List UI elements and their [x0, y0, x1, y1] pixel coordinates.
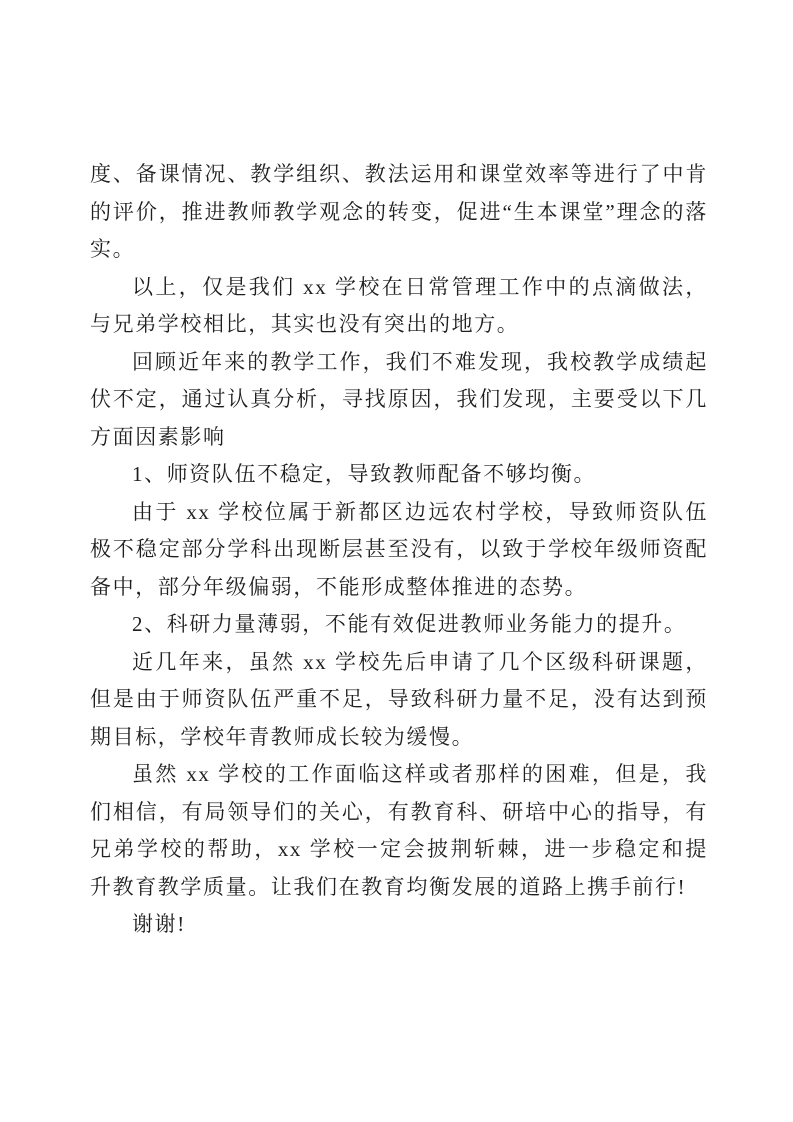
- document-body: [90, 156, 708, 944]
- paragraph-closing: 谢谢!: [132, 912, 186, 936]
- paragraph-list-item-1: 1、师资队伍不稳定，导致教师配备不够均衡。: [132, 462, 597, 486]
- paragraph: 近几年来，虽然 xx 学校先后申请了几个区级科研课题，但是由于师资队伍严重不足，导致科研力量不足，没有达到预期目标，学校年青教师成长较为缓慢。: [90, 649, 708, 749]
- paragraph: 回顾近年来的教学工作，我们不难发现，我校教学成绩起伏不定，通过认真分析，寻找原因，我们发现，主要受以下几方面因素影响: [90, 349, 708, 449]
- paragraph: 以上，仅是我们 xx 学校在日常管理工作中的点滴做法，与兄弟学校相比，其实也没有突出的地方。: [90, 274, 708, 336]
- paragraph-list-item-2: 2、科研力量薄弱，不能有效促进教师业务能力的提升。: [132, 612, 687, 636]
- paragraph: 由于 xx 学校位属于新都区边远农村学校，导致师资队伍极不稳定部分学科出现断层甚至没有，以致于学校年级师资配备中，部分年级偏弱，不能形成整体推进的态势。: [90, 499, 708, 599]
- paragraph-continuation: 度、备课情况、教学组织、教法运用和课堂效率等进行了中肯的评价，推进教师教学观念的转变，促进“生本课堂”理念的落实。: [90, 162, 708, 261]
- paragraph: 虽然 xx 学校的工作面临这样或者那样的困难，但是，我们相信，有局领导们的关心，有教育科、研培中心的指导，有兄弟学校的帮助，xx 学校一定会披荆斩棘，进一步稳定和提升教育教学质量。让我们在教育均衡发展的道路上携手前行!: [90, 762, 708, 899]
